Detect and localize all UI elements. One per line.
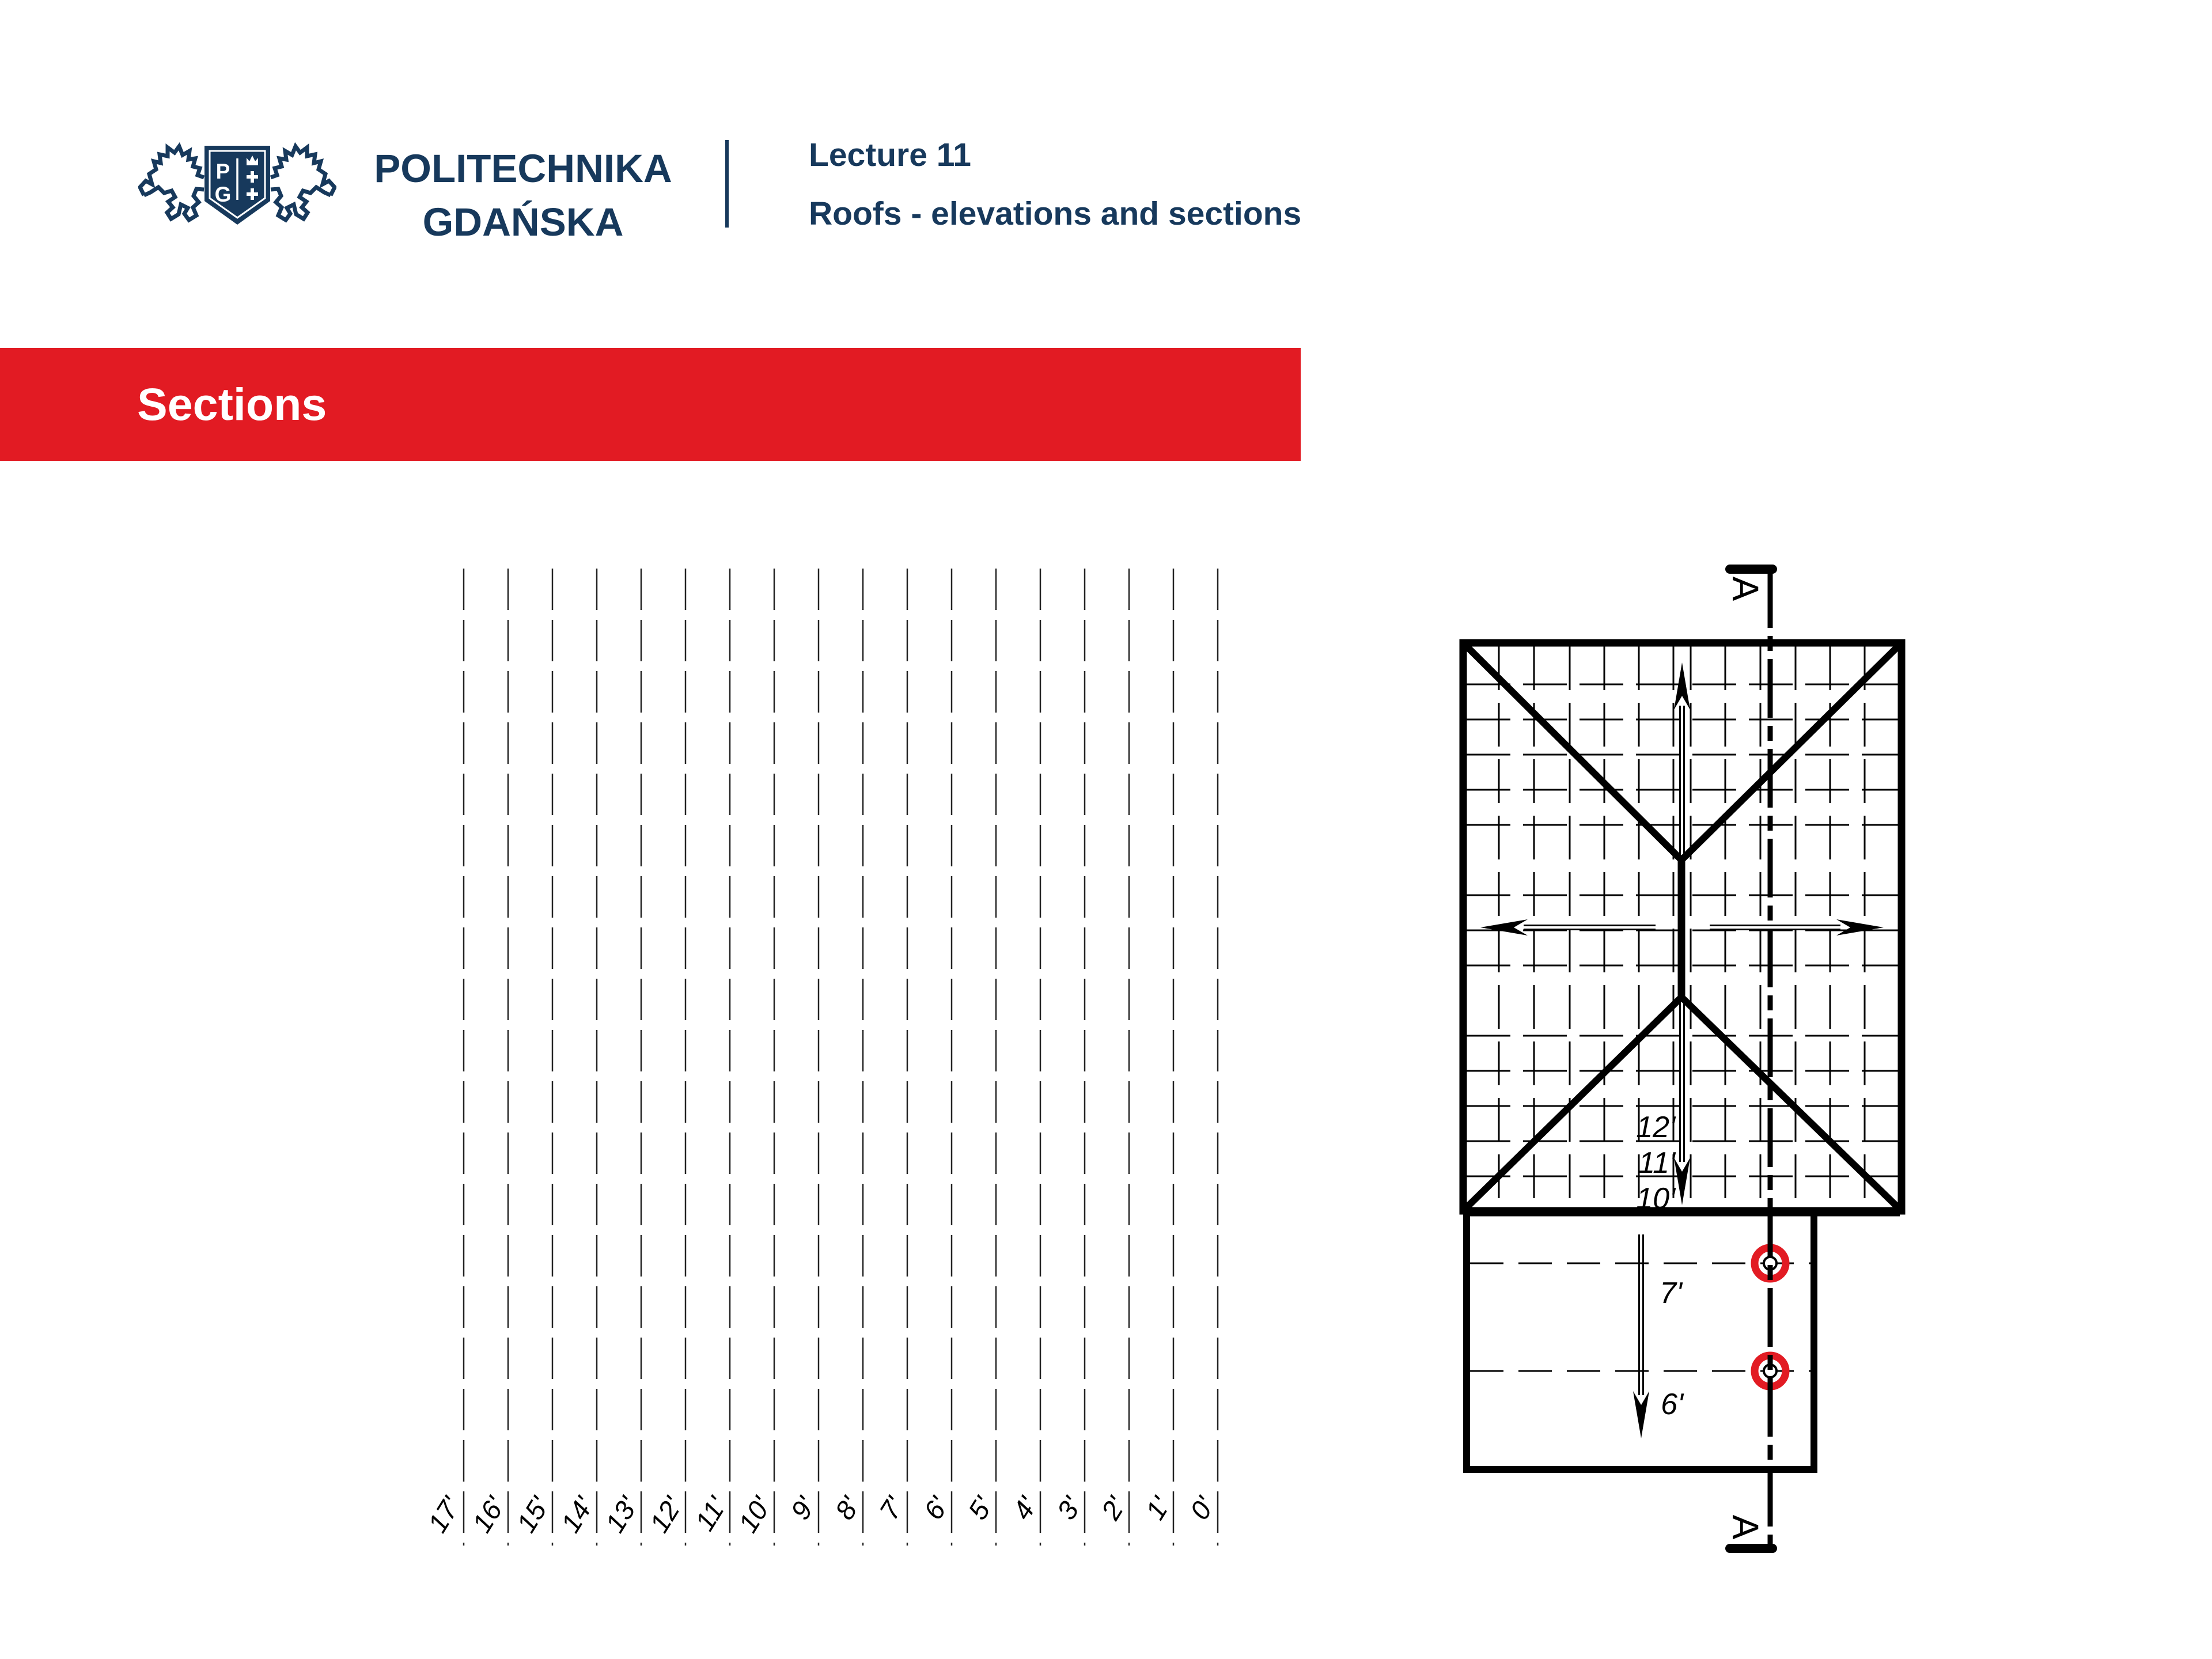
elevation-grid-label: 3' — [1050, 1491, 1088, 1525]
slope-arrow-right — [1710, 919, 1884, 935]
slope-arrows — [1480, 662, 1884, 1438]
lecture-number: Lecture 11 — [809, 137, 971, 173]
section-label-top: A — [1725, 576, 1766, 601]
slope-arrow-left — [1480, 919, 1656, 935]
elevation-grid-label: 14' — [555, 1491, 600, 1538]
elevation-grid-label: 0' — [1183, 1491, 1221, 1525]
section-label-bottom: A — [1725, 1514, 1766, 1540]
lecture-title: Roofs - elevations and sections — [809, 195, 1302, 232]
section-banner-title: Sections — [137, 378, 327, 430]
elevation-grid-label: 11' — [688, 1491, 733, 1536]
elevation-grid-label: 5' — [961, 1491, 999, 1525]
elevation-grid-label: 12' — [643, 1491, 688, 1538]
elevation-grid-label: 7' — [873, 1491, 910, 1525]
logo-letter-p: P — [215, 160, 230, 183]
elevation-grid-label: 8' — [828, 1491, 866, 1525]
elevation-grid-label: 6' — [917, 1491, 955, 1525]
slope-arrow-up — [1674, 662, 1690, 858]
elevation-grid — [422, 569, 1221, 1546]
contour-label: 12' — [1636, 1111, 1675, 1144]
elevation-grid-label: 16' — [466, 1491, 511, 1538]
contour-label: 11' — [1638, 1146, 1675, 1180]
elevation-grid-label: 9' — [784, 1491, 821, 1525]
contour-label: 10' — [1636, 1182, 1675, 1215]
logo-letter-g: G — [214, 183, 232, 206]
annex-slope-arrow — [1633, 1234, 1649, 1438]
university-name-line1: POLITECHNIKA — [374, 146, 672, 191]
elevation-grid-label: 10' — [732, 1491, 777, 1538]
contour-label: 6' — [1661, 1388, 1683, 1421]
elevation-grid-label: 17' — [422, 1491, 467, 1538]
elevation-grid-label: 15' — [510, 1491, 555, 1538]
elevation-grid-label: 1' — [1139, 1491, 1176, 1525]
elevation-grid-label: 4' — [1006, 1491, 1043, 1525]
university-name-line2: GDAŃSKA — [422, 200, 624, 244]
contour-label: 7' — [1660, 1277, 1682, 1310]
slope-arrow-down — [1674, 1001, 1690, 1205]
elevation-grid-label: 2' — [1094, 1491, 1132, 1525]
elevation-grid-label: 13' — [599, 1491, 644, 1538]
